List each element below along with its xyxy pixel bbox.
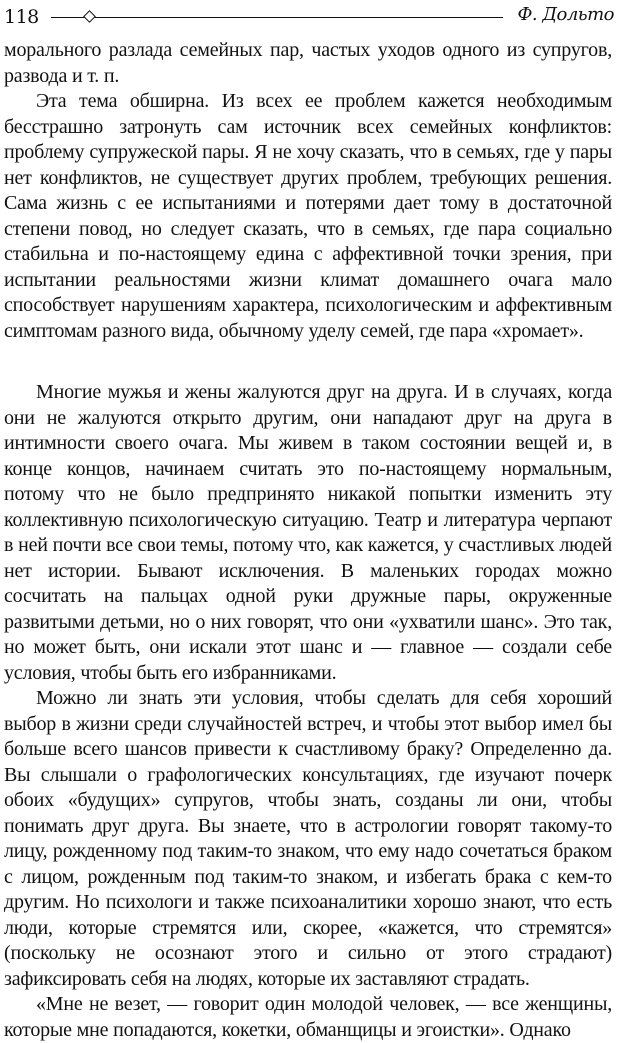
body-text bbox=[4, 38, 612, 1043]
page-header bbox=[4, 4, 616, 34]
paragraph: Многие мужья и жены жалуются друг на друга. И в случаях, когда они не жалуются открыто другим, они нападают друг на друга в интимности своего очага. Мы живем в таком состоянии вещей и, в конце концов, начинаем считать это по-настоящему нормальным, потому что не было предпринято никакой попытки изменить эту коллективную психологическую ситуацию. Театр и литература черпают в ней почти все свои темы, потому что, как кажется, у счастливых людей нет истории. Бывают исключения. В маленьких городах можно сосчитать на пальцах одной руки дружные пары, окруженные развитыми детьми, но о них говорят, что они «ухватили шанс». Это так, но может быть, они искали этот шанс и — главное — создали себе условия, чтобы быть его избранниками. bbox=[4, 381, 612, 684]
paragraph: «Мне не везет, — говорит один молодой человек, — все женщины, которые мне попадаются, кокетки, обманщицы и эгоистки». Однако bbox=[4, 993, 612, 1041]
page-number: 118 bbox=[4, 6, 39, 28]
paragraph: Можно ли знать эти условия, чтобы сделать для себя хороший выбор в жизни среди случайностей встреч, и чтобы этот выбор имел бы больше всего шансов привести к счастливому браку? Определенно да. Вы слышали о графологических консультациях, где изучают почерк обоих «будущих» супругов, чтобы знать, созданы ли они, чтобы понимать друг друга. Вы знаете, что в астрологии говорят такому-то лицу, рожденному под таким-то знаком, что ему надо сочетаться браком с лицом, рожденным под таким-то знаком, и избегать брака с кем-то другим. Но психологи и также психоаналитики хорошо знают, что есть люди, которые стремятся или, скорее, «кажется, что стремятся» (поскольку не осознают этого и сильно от этого страдают) зафиксировать себя на людях, которые их заставляют страдать. bbox=[4, 687, 612, 990]
paragraph: Эта тема обширна. Из всех ее проблем кажется необходимым бесстрашно затронуть сам источник всех семейных конфликтов: проблему супружеской пары. Я не хочу сказать, что в семьях, где у пары нет конфликтов, не существует других проблем, требующих решения. Сама жизнь с ее испытаниями и потерями дает тому в достаточной степени повод, но следует сказать, что в семьях, где пара социально стабильна и по-настоящему едина с аффективной точки зрения, при испытании реальностями жизни климат домашнего очага мало способствует нарушениям характера, психологическим и аффективным симптомам разного вида, обычному уделу семей, где пара «хромает». bbox=[4, 90, 612, 342]
paragraph-continued: морального разлада семейных пар, частых уходов одного из супругов, развода и т. п. bbox=[4, 39, 612, 87]
header-rule bbox=[51, 17, 503, 18]
running-head-author: Ф. Дольто bbox=[517, 4, 614, 25]
header-diamond-ornament bbox=[83, 10, 96, 23]
